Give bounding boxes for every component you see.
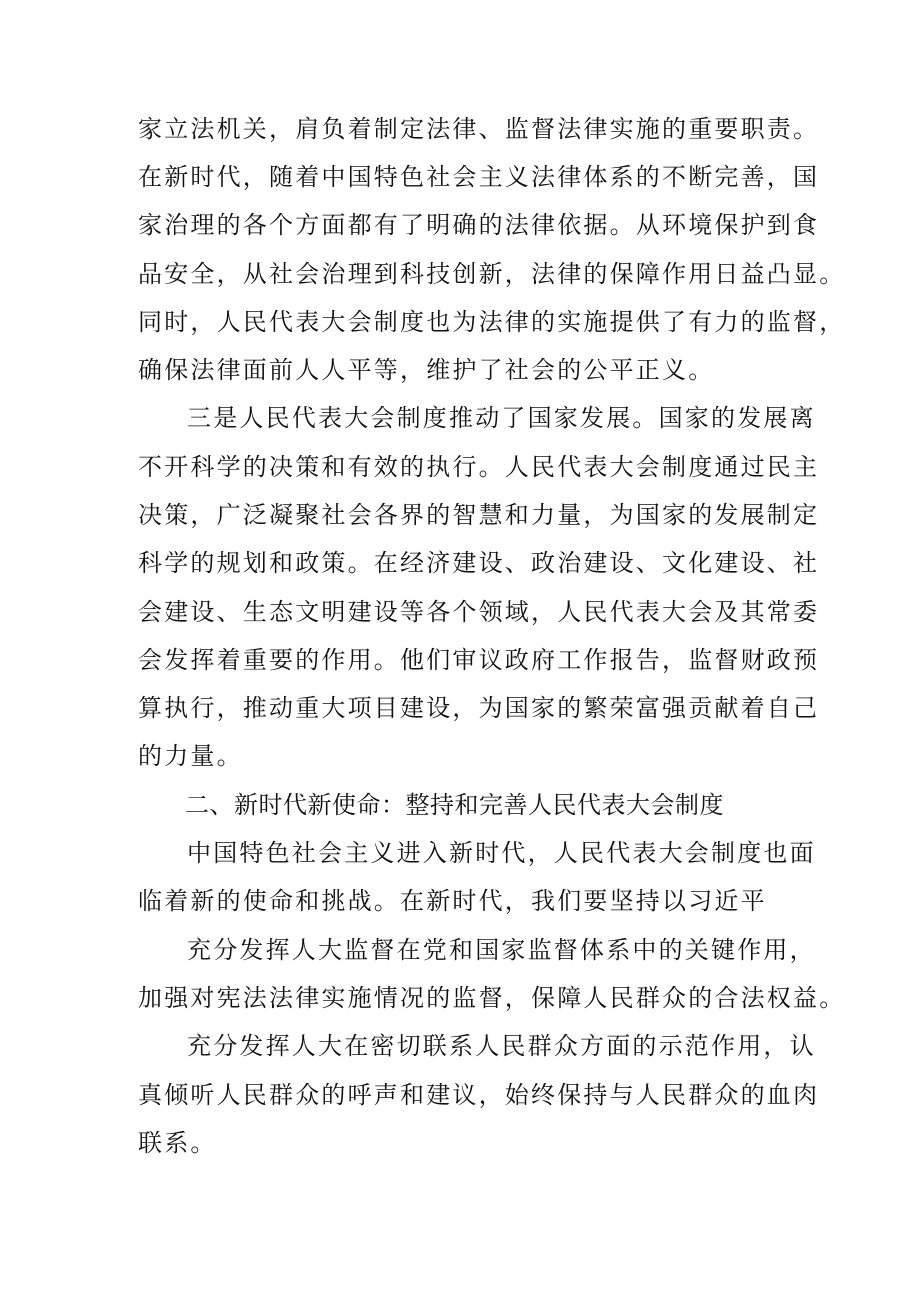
text-line: 家立法机关，肩负着制定法律、监督法律实施的重要职责。 [138, 115, 820, 143]
text-line: 算执行，推动重大项目建设，为国家的繁荣富强贡献着自己 [138, 694, 820, 722]
text-line: 会建设、生态文明建设等各个领域，人民代表大会及其常委 [138, 598, 820, 626]
text-line: 联系。 [138, 1129, 217, 1157]
text-line: 加强对宪法法律实施情况的监督，保障人民群众的合法权益。 [138, 984, 846, 1012]
text-line: 充分发挥人大在密切联系人民群众方面的示范作用，认 [187, 1032, 816, 1060]
text-line: 三是人民代表大会制度推动了国家发展。国家的发展离 [187, 404, 816, 432]
text-line: 真倾听人民群众的呼声和建议，始终保持与人民群众的血肉 [138, 1081, 820, 1109]
text-line: 确保法律面前人人平等，维护了社会的公平正义。 [138, 356, 715, 384]
section-heading: 二、新时代新使命：整持和完善人民代表大会制度 [185, 791, 724, 819]
text-line: 的力量。 [138, 742, 243, 770]
text-line: 会发挥着重要的作用。他们审议政府工作报告，监督财政预 [138, 646, 820, 674]
text-line: 不开科学的决策和有效的执行。人民代表大会制度通过民主 [138, 453, 820, 481]
text-line: 中国特色社会主义进入新时代，人民代表大会制度也面 [187, 839, 816, 867]
text-line: 在新时代，随着中国特色社会主义法律体系的不断完善，国 [138, 163, 820, 191]
text-line: 临着新的使命和挑战。在新时代，我们要坚持以习近平 [138, 887, 767, 915]
text-line: 同时，人民代表大会制度也为法律的实施提供了有力的监督， [138, 308, 846, 336]
text-line: 家治理的各个方面都有了明确的法律依据。从环境保护到食 [138, 211, 820, 239]
text-line: 品安全，从社会治理到科技创新，法律的保障作用日益凸显。 [138, 260, 846, 288]
text-line: 充分发挥人大监督在党和国家监督体系中的关键作用， [187, 936, 816, 964]
text-line: 科学的规划和政策。在经济建设、政治建设、文化建设、社 [138, 549, 820, 577]
text-line: 决策，广泛凝聚社会各界的智慧和力量，为国家的发展制定 [138, 501, 820, 529]
